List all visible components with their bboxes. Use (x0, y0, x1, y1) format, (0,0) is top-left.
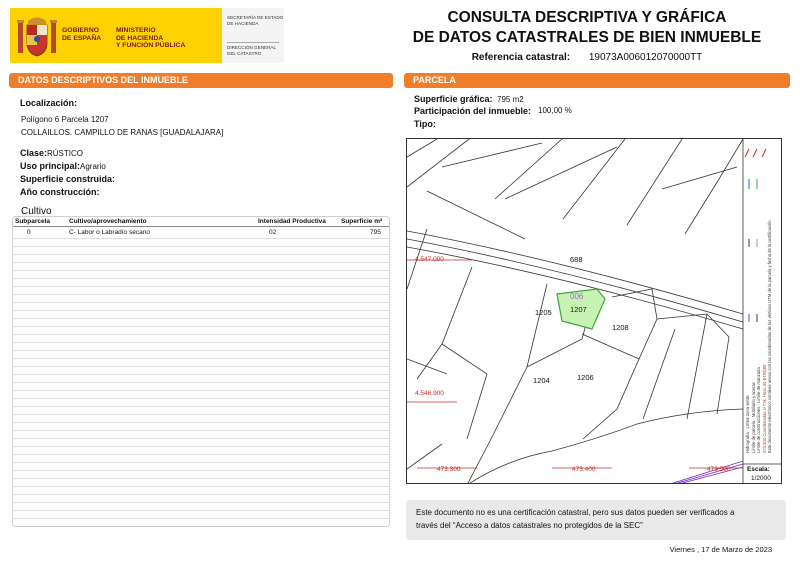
anio-construccion-label: Año construcción: (20, 187, 100, 197)
map-legend: Hidrografía · Límite zona verde Límite de parcela · Mobiliario y aceras Límite de construcciones · Límite de manzana 473.500 Coordenadas U.T.M. Huso 30 ETRS89 Este documento electrónico contiene anexo con las coordenadas de los vértices UTM de la parcela y fecha de la certificación. (745, 143, 781, 459)
col-subparcela: Subparcela (15, 218, 51, 225)
clase-label: Clase: (20, 148, 48, 158)
ref-label: Referencia catastral: (471, 52, 571, 63)
logo-grey-band (222, 8, 284, 63)
table-rule-line (13, 510, 389, 511)
legend-hidrografia: Hidrografía (745, 432, 750, 453)
col-cultivo: Cultivo/aprovechamiento (69, 218, 147, 225)
x-coord-1: 473.300 (437, 466, 461, 473)
table-rule-line (13, 470, 389, 471)
y-coord-top: 4.547.000 (415, 256, 444, 263)
table-rule-line (13, 366, 389, 367)
parcel-label-1208: 1208 (612, 323, 629, 332)
cell-cultivo: C- Labor o Labradío secano (69, 229, 150, 236)
legend-zona-verde: Límite zona verde (745, 395, 750, 429)
uso-value: Agrario (80, 162, 106, 171)
section-parcela: PARCELA (404, 73, 790, 88)
document-date: Viernes , 17 de Marzo de 2023 (669, 545, 772, 554)
x-coord-2: 473.400 (572, 466, 596, 473)
table-rule-line (13, 398, 389, 399)
table-rule-line (13, 390, 389, 391)
table-rule-line (13, 446, 389, 447)
legend-mobiliario: Mobiliario y aceras (750, 382, 756, 418)
table-rule-line (13, 462, 389, 463)
cell-superficie: 795 (370, 229, 381, 236)
notice-line-2: través del “Acceso a datos catastrales no protegidos de la SEC” (416, 520, 643, 530)
table-rule-line (13, 494, 389, 495)
table-rule-line (13, 318, 389, 319)
superficie-construida-label: Superficie construida: (20, 174, 116, 184)
table-rule-line (13, 310, 389, 311)
parcel-label-1205: 1205 (535, 308, 552, 317)
cultivo-title: Cultivo (21, 206, 52, 217)
disclaimer-notice (406, 500, 786, 540)
parcel-map-drawing (407, 139, 782, 484)
legend-manzana: Límite de manzana (756, 367, 761, 403)
localizacion-line1: Polígono 6 Parcela 1207 (21, 115, 109, 124)
cadastral-map (406, 138, 782, 484)
table-rule-line (13, 502, 389, 503)
table-rule-line (13, 334, 389, 335)
ministry-name: MINISTERIO DE HACIENDA Y FUNCIÓN PÚBLICA (116, 27, 186, 50)
localizacion-label: Localización: (20, 98, 78, 108)
y-coord-bottom: 4.546.900 (415, 390, 444, 397)
parcel-label-006: 006 (570, 292, 584, 301)
table-rule-line (13, 414, 389, 415)
clase-value: RÚSTICO (47, 149, 83, 158)
localizacion-line2: COLLAILLOS. CAMPILLO DE RANAS [GUADALAJARA] (21, 128, 224, 137)
table-rule-line (13, 326, 389, 327)
table-rule-line (13, 374, 389, 375)
x-coord-3: 473.500 (707, 466, 731, 473)
coat-of-arms-icon (16, 13, 58, 59)
superficie-grafica-value: 795 m2 (497, 95, 524, 104)
cell-intensidad: 02 (269, 229, 277, 236)
table-rule-line (13, 246, 389, 247)
table-rule-line (13, 350, 389, 351)
secretaria-text: SECRETARÍA DE ESTADO DE HACIENDA (227, 15, 284, 26)
cell-subparcela: 0 (27, 229, 31, 236)
legend-construcciones: Límite de construcciones (756, 406, 761, 453)
table-rule-line (13, 430, 389, 431)
utm-note: 473.500 Coordenadas U.T.M. Huso 30 ETRS89 (761, 364, 767, 453)
table-rule-line (13, 358, 389, 359)
table-rule-line (13, 382, 389, 383)
table-rule-line (13, 270, 389, 271)
table-rule-line (13, 478, 389, 479)
gov-name: GOBIERNO DE ESPAÑA (62, 27, 102, 42)
table-rule-line (13, 342, 389, 343)
government-logo (10, 8, 284, 63)
cultivo-table (12, 216, 390, 527)
table-rule-line (13, 454, 389, 455)
ref-value: 19073A006012070000TT (588, 52, 703, 63)
table-rule-line (13, 286, 389, 287)
table-rule-line (13, 302, 389, 303)
superficie-grafica-label: Superficie gráfica: (414, 94, 493, 104)
legend-parcela: Límite de parcela (750, 420, 756, 453)
parcel-label-1204: 1204 (533, 376, 550, 385)
table-rule-line (13, 438, 389, 439)
certification-note: Este documento electrónico contiene anexo con las coordenadas de los vértices UTM de la parcela y fecha de la certificación. (767, 219, 772, 453)
table-rule-line (13, 254, 389, 255)
table-rule-line (13, 422, 389, 423)
parcel-label-1207: 1207 (570, 305, 587, 314)
document-title: CONSULTA DESCRIPTIVA Y GRÁFICA DE DATOS CATASTRALES DE BIEN INMUEBLE (412, 9, 762, 46)
table-rule-line (13, 278, 389, 279)
hidrografia-lines (667, 461, 743, 484)
participacion-value: 100,00 % (538, 106, 572, 115)
table-row (13, 228, 389, 238)
participacion-label: Participación del inmueble: (414, 106, 532, 116)
cultivo-table-header (13, 217, 389, 227)
table-rule-line (13, 294, 389, 295)
scale-value: 1/2000 (751, 475, 771, 482)
tipo-label: Tipo: (414, 119, 436, 129)
table-rule-line (13, 238, 389, 239)
scale-label: Escala: (747, 466, 770, 473)
logo-yellow-band (10, 8, 222, 63)
parcel-label-688: 688 (570, 255, 583, 264)
uso-label: Uso principal: (20, 161, 81, 171)
reference-line (400, 52, 774, 63)
table-rule-line (13, 406, 389, 407)
table-rule-line (13, 518, 389, 519)
col-superficie: Superficie m² (341, 218, 383, 225)
col-intensidad: Intensidad Productiva (258, 218, 326, 225)
table-rule-line (13, 486, 389, 487)
notice-line-1: Este documento no es una certificación catastral, pero sus datos pueden ser verificados a (416, 508, 735, 517)
table-rule-line (13, 262, 389, 263)
direccion-text: DIRECCIÓN GENERAL DEL CATASTRO (227, 42, 279, 56)
section-descriptive-data: DATOS DESCRIPTIVOS DEL INMUEBLE (9, 73, 393, 88)
parcel-label-1206: 1206 (577, 373, 594, 382)
